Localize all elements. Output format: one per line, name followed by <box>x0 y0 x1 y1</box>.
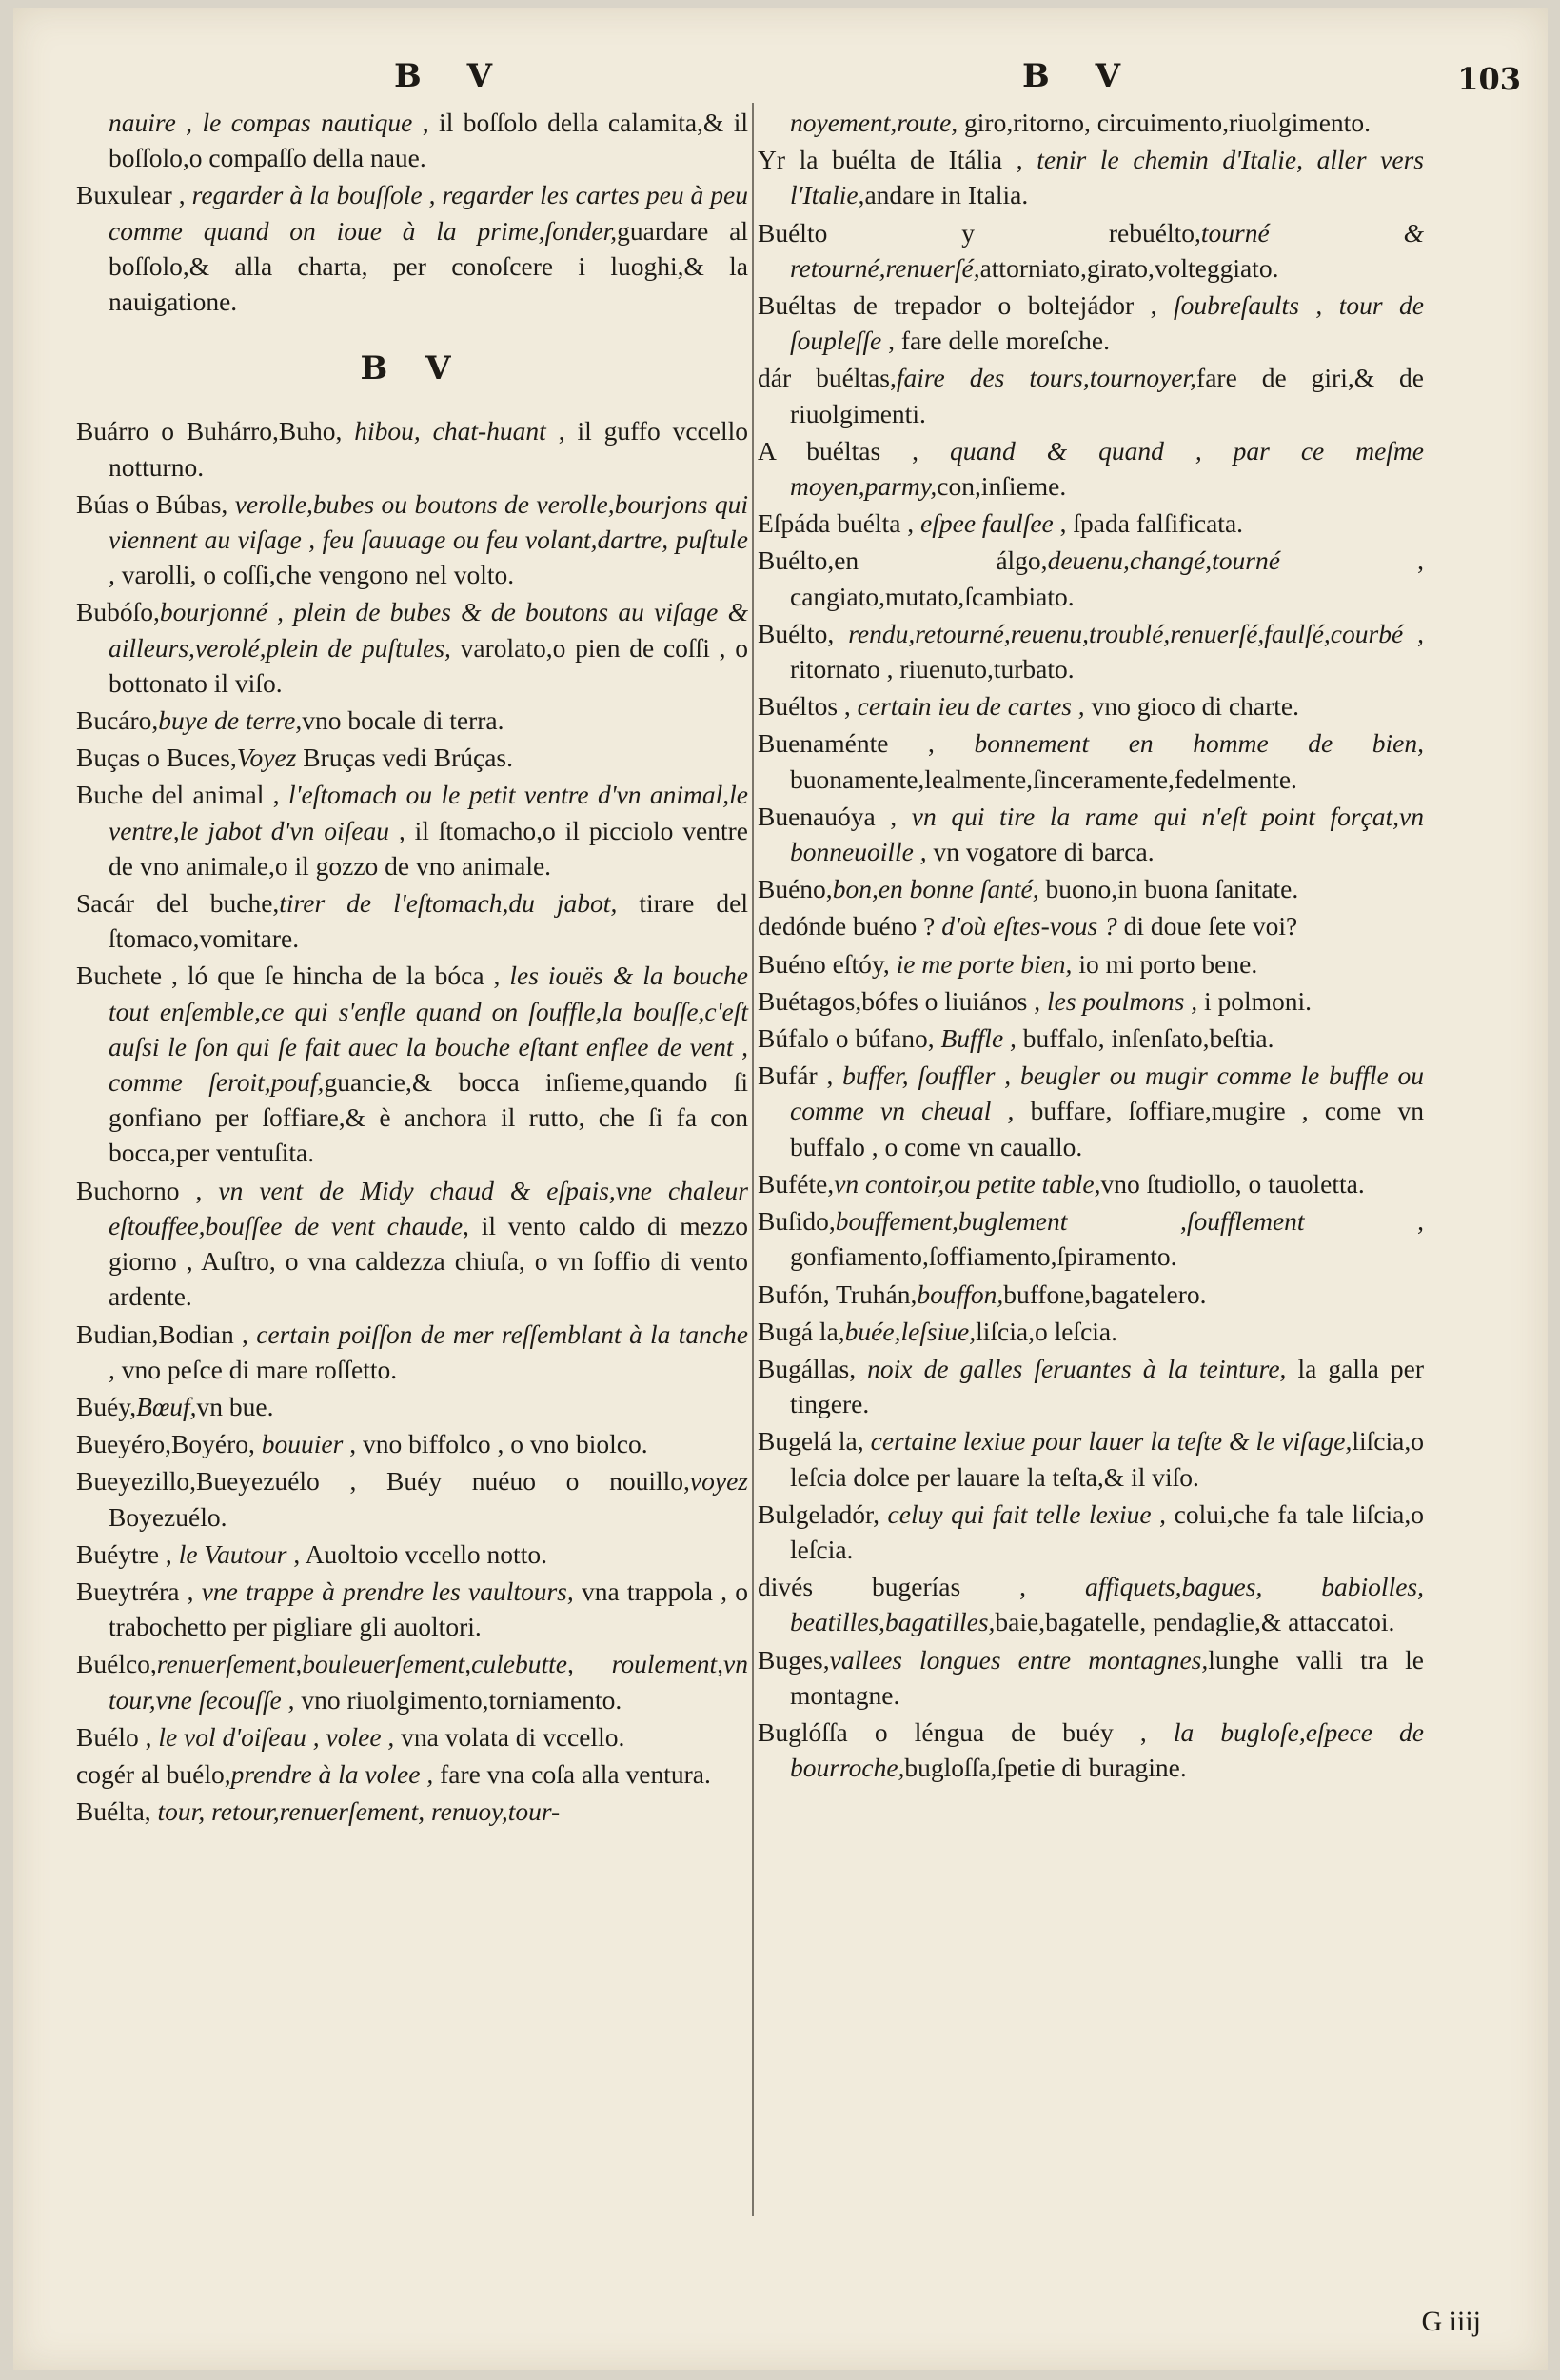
entry-french: le vol d'oiſeau , volee , <box>158 1721 395 1752</box>
dictionary-entry <box>76 703 748 738</box>
dictionary-entry <box>758 799 1424 869</box>
entry-headword: Buélto,en álgo, <box>758 545 1048 576</box>
entry-headword: Búfalo o búfano, <box>758 1023 941 1054</box>
entry-italian: i polmoni. <box>1197 985 1313 1016</box>
dictionary-entry <box>758 616 1424 686</box>
dictionary-entry <box>758 288 1424 358</box>
entry-french: bourjonné , plein de bubes & de boutons au viſage & ailleurs,verolé,plein de puſtules, <box>109 597 748 663</box>
entry-italian: varolato,o pien de coſſi , o bottonato il viſo. <box>109 632 748 698</box>
entry-french: certain poiſſon de mer reſſemblant à la tanche , <box>109 1319 748 1384</box>
signature-mark: G iiij <box>1421 2306 1481 2337</box>
entry-french: certaine lexiue pour lauer la teſte & le viſage, <box>870 1426 1353 1457</box>
entry-italian: vno bocale di terra. <box>302 705 504 736</box>
entry-headword: Buétagos,bófes o liuiános , <box>758 985 1047 1016</box>
entry-french: tenir le chemin d'Italie, aller vers l'Italie, <box>790 145 1424 210</box>
entry-headword: Buglóſſa o léngua de buéy , <box>758 1716 1174 1747</box>
entry-headword: Buféte, <box>758 1168 835 1199</box>
entry-headword: Bufár , <box>758 1061 843 1091</box>
entry-french: regarder à la bouſſole , regarder les cartes peu à peu comme quand on ioue à la prime,ſonder, <box>109 180 748 246</box>
entry-headword: Bueyéro,Boyéro, <box>76 1429 262 1459</box>
entry-italian: guardare al boſſolo,& alla charta, per conoſcere i luoghi,& la nauigatione. <box>109 215 748 317</box>
dictionary-entry <box>758 1058 1424 1164</box>
entry-headword: Bueytréra , <box>76 1576 202 1606</box>
entry-italian: di doue ſete voi? <box>1116 911 1298 942</box>
running-head-left: B V <box>394 57 509 95</box>
entry-french: quand & quand , par ce meſme moyen,parmy, <box>790 435 1424 502</box>
entry-italian: , cangiato,mutato,ſcambiato. <box>790 545 1424 611</box>
dictionary-entry <box>76 177 748 319</box>
entry-headword: Budian,Bodian , <box>76 1319 257 1349</box>
running-head-right: B V <box>1022 57 1137 95</box>
dictionary-entry <box>758 215 1424 286</box>
entry-french: l'eſtomach ou le petit ventre d'vn animal,le ventre,le jabot d'vn oiſeau , <box>109 780 749 845</box>
dictionary-entry <box>76 413 748 484</box>
entry-italian: Bruças vedi Brúças. <box>296 743 513 773</box>
entry-italian: io mi porto bene. <box>1072 948 1258 979</box>
entry-headword: Buélco, <box>76 1649 157 1679</box>
entry-french: Bœuf, <box>136 1391 197 1421</box>
entry-headword: dár buéltas, <box>758 363 897 393</box>
entry-italian: buffalo, inſenſato,beſtia. <box>1016 1023 1274 1054</box>
entry-french: buée,leſsiue, <box>844 1316 977 1346</box>
entry-french: le Vautour <box>178 1538 287 1569</box>
right-column <box>758 105 1424 1787</box>
dictionary-entry <box>758 1497 1424 1567</box>
entry-italian: tirare del ſtomaco,vomitare. <box>109 888 749 954</box>
dictionary-entry <box>76 105 748 175</box>
entry-headword: Buenaménte , <box>758 728 975 759</box>
dictionary-entry <box>76 1537 748 1572</box>
entry-french: bonnement en homme de bien, <box>974 728 1424 759</box>
entry-french: affiquets,bagues, babiolles, beatilles,bagatilles, <box>790 1572 1424 1637</box>
entry-headword: Buchete , ló que ſe hincha de la bóca , <box>76 961 510 991</box>
dictionary-entry <box>758 688 1424 724</box>
entry-italian: con,inſieme. <box>937 471 1067 502</box>
entry-french: voyez <box>689 1466 748 1497</box>
dictionary-entry <box>758 1423 1424 1494</box>
dictionary-entry <box>758 1314 1424 1349</box>
dictionary-entry <box>758 105 1424 140</box>
dictionary-entry <box>758 1277 1424 1312</box>
entry-french: nauire , le compas nautique <box>109 108 413 137</box>
dictionary-entry <box>76 1173 748 1315</box>
dictionary-entry <box>758 1642 1424 1713</box>
entry-headword: Buças o Buces, <box>76 743 237 773</box>
dictionary-entry <box>76 1426 748 1461</box>
entry-french: prendre à la volee , <box>230 1758 434 1789</box>
dictionary-entry <box>758 725 1424 796</box>
entry-italian: giro,ritorno, circuimento,riuolgimento. <box>958 108 1371 137</box>
entry-italian: vno gioco di charte. <box>1084 691 1299 722</box>
entry-italian: fare de giri,& de riuolgimenti. <box>790 363 1425 428</box>
entry-italian: il vento caldo di mezzo giorno , Auſtro, o vna caldezza chiuſa, o vn ſoffio di vento ardente. <box>109 1210 748 1312</box>
entry-italian: andare in Italia. <box>864 180 1029 210</box>
entry-italian: vno peſce di mare roſſetto. <box>114 1354 398 1384</box>
entry-italian: il ſtomacho,o il picciolo ventre de vno animale,o il gozzo de vno animale. <box>109 815 749 881</box>
entry-italian: liſcia,o leſcia dolce per lauare la teſta,& il viſo. <box>790 1426 1424 1492</box>
entry-headword: Buéltos , <box>758 691 858 722</box>
entry-italian: vn vogatore di barca. <box>926 837 1155 867</box>
entry-headword: Bufón, Truhán, <box>758 1279 918 1309</box>
entry-french: deuenu,changé,tourné <box>1047 545 1280 576</box>
entry-french: bouffement,buglement ,ſoufflement , <box>835 1206 1424 1237</box>
entry-italian: vn bue. <box>196 1391 274 1421</box>
entry-italian: varolli, o coſſi,che vengono nel volto. <box>114 560 515 590</box>
entry-italian: , Auoltoio vccello notto. <box>286 1538 547 1569</box>
entry-headword: dedónde buéno ? <box>758 911 942 942</box>
dictionary-entry <box>758 983 1424 1019</box>
dictionary-entry <box>758 1715 1424 1785</box>
entry-french: d'où eſtes-vous ? <box>941 911 1117 942</box>
dictionary-entry <box>758 543 1424 613</box>
entry-italian: bugloſſa,ſpetie di buragine. <box>904 1753 1187 1783</box>
entry-italian: buffone,bagatelero. <box>1003 1279 1207 1309</box>
entry-headword: Yr la buélta de Itália , <box>758 145 1037 175</box>
entry-headword: Buchorno , <box>76 1175 219 1205</box>
dictionary-entry <box>758 946 1424 982</box>
folio-number: 103 <box>1457 61 1521 97</box>
entry-headword: Bulgeladór, <box>758 1498 888 1529</box>
entry-italian: Boyezuélo. <box>109 1501 227 1532</box>
entry-french: noyement,route, <box>790 108 958 137</box>
dictionary-entry <box>758 1166 1424 1201</box>
entry-italian: guancie,& bocca inſieme,quando ſi gonfiano per ſoffiare,& è anchora il rutto, che ſi fa con bocca,per ventuſita. <box>109 1067 748 1168</box>
entry-headword: cogér al buélo, <box>76 1758 231 1789</box>
entry-italian: buono,in buona ſanitate. <box>1038 874 1299 904</box>
entry-french: bon,en bonne ſanté, <box>832 874 1039 904</box>
dictionary-entry <box>758 506 1424 541</box>
dictionary-entry <box>76 1719 748 1755</box>
entry-headword: Buélta, <box>76 1796 158 1827</box>
entry-french: vn qui tire la rame qui n'eſt point forçat,vn bonneuoille , <box>790 801 1424 867</box>
entry-headword: Buélto y rebuélto, <box>758 217 1201 248</box>
dictionary-entry <box>758 1569 1424 1639</box>
entry-headword: Bueyezillo,Bueyezuélo , Buéy nuéuo o nouillo, <box>76 1466 690 1497</box>
entry-headword: Bucáro, <box>76 705 159 736</box>
entry-italian: , il boſſolo della calamita,& il boſſolo,o compaſſo della naue. <box>109 108 748 173</box>
dictionary-entry <box>76 958 748 1170</box>
entry-headword: Buélto, <box>758 618 849 648</box>
entry-italian: , ſpada falſificata. <box>1053 508 1244 539</box>
entry-headword: Sacár del buche, <box>76 888 280 919</box>
dictionary-entry <box>76 885 748 956</box>
entry-italian: la galla per tingere. <box>790 1353 1424 1419</box>
entry-french: faire des tours,tournoyer, <box>896 363 1197 393</box>
dictionary-entry <box>758 433 1424 504</box>
entry-italian: vna trappola , o trabochetto per pigliare gli auoltori. <box>109 1576 748 1642</box>
entry-french: renuerſement,bouleuerſement,culebutte, roulement,vn tour,vne ſecouſſe , <box>109 1649 748 1715</box>
entry-italian: buonamente,lealmente,ſinceramente,fedelmente. <box>790 764 1297 794</box>
entry-headword: Buélo , <box>76 1721 159 1752</box>
dictionary-entry <box>76 1756 748 1792</box>
entry-headword: Buárro o Buhárro,Buho, <box>76 416 355 446</box>
entry-italian: ritornato , riuenuto,turbato. <box>790 654 1075 684</box>
dictionary-entry <box>76 1574 748 1644</box>
section-heading: B V <box>360 349 464 388</box>
dictionary-entry <box>76 1646 748 1716</box>
entry-headword: Bugelá la, <box>758 1426 871 1457</box>
entry-italian: vno riuolgimento,torniamento. <box>294 1684 622 1715</box>
dictionary-entry <box>758 1203 1424 1274</box>
left-column <box>76 105 748 1831</box>
entry-italian: , il guffo vccello notturno. <box>109 416 748 482</box>
entry-italian: buffare, ſoffiare,mugire , come vn buffalo , o come vn cauallo. <box>790 1096 1424 1161</box>
entry-headword: Buéltas de trepador o boltejádor , <box>758 290 1174 321</box>
dictionary-entry <box>76 1463 748 1534</box>
entry-french: rendu,retourné,reuenu,troublé,renuerſé,faulſé,courbé , <box>848 618 1424 648</box>
entry-italian: vna volata di vccello. <box>394 1721 625 1752</box>
entry-french: vne trappe à prendre les vaultours, <box>201 1576 574 1606</box>
dictionary-entry <box>76 1794 748 1829</box>
dictionary-entry <box>76 486 748 593</box>
entry-french: les iouës & la bouche tout enſemble,ce qui s'enfle quand on ſouffle,la bouſſe,c'eſt auſsi le ſon qui ſe fait auec la bouche eſtant enflee de vent , comme ſeroit,pouf, <box>109 961 748 1098</box>
entry-headword: Bugállas, <box>758 1353 868 1383</box>
entry-french: Buffle , <box>940 1023 1017 1054</box>
entry-italian: baie,bagatelle, pendaglie,& attaccatoi. <box>995 1607 1395 1637</box>
entry-headword: Buche del animal , <box>76 780 288 810</box>
entry-french: bouffon, <box>917 1279 1004 1309</box>
entry-french: vallees longues entre montagnes, <box>829 1644 1209 1675</box>
entry-french: buye de terre, <box>158 705 303 736</box>
entry-french: ie me porte bien, <box>896 948 1073 979</box>
entry-french: noix de galles ſeruantes à la teinture, <box>867 1353 1287 1383</box>
entry-french: buffer, ſouffler , beugler ou mugir comme le buffle ou comme vn cheual , <box>790 1061 1424 1126</box>
dictionary-entry <box>758 360 1424 430</box>
entry-french: verolle,bubes ou boutons de verolle,bourjons qui viennent au viſage , feu ſauuage ou feu volant,dartre, puſtule , <box>109 488 748 590</box>
dictionary-entry <box>758 142 1424 212</box>
entry-italian: gonfiamento,ſoffiamento,ſpiramento. <box>790 1241 1177 1272</box>
entry-italian: , fare delle moreſche. <box>881 326 1110 356</box>
entry-headword: Búas o Búbas, <box>76 488 235 519</box>
entry-french: la bugloſe,eſpece de bourroche, <box>790 1716 1425 1783</box>
entry-italian: , vno biffolco , o vno biolco. <box>343 1429 648 1459</box>
entry-french: hibou, chat-huant <box>354 416 546 446</box>
dictionary-entry <box>76 594 748 701</box>
entry-french: bouuier <box>261 1429 344 1459</box>
dictionary-entry <box>76 777 748 883</box>
entry-french: tirer de l'eſtomach,du jabot, <box>279 888 618 919</box>
entry-headword: Eſpáda buélta , <box>758 508 921 539</box>
entry-headword: Buéno eſtóy, <box>758 948 897 979</box>
entry-headword: A buéltas , <box>758 435 951 466</box>
entry-french: tour, retour,renuerſement, renuoy,tour- <box>157 1796 561 1827</box>
dictionary-entry <box>76 1317 748 1387</box>
entry-headword: Buſido, <box>758 1206 836 1237</box>
entry-headword: Buenauóya , <box>758 801 912 831</box>
entry-french: tourné & retourné,renuerſé, <box>790 217 1424 283</box>
entry-italian: colui,che fa tale liſcia,o leſcia. <box>790 1498 1425 1564</box>
dictionary-entry <box>76 740 748 775</box>
dictionary-entry <box>758 871 1424 906</box>
entry-italian: lunghe valli tra le montagne. <box>790 1644 1424 1710</box>
dictionary-entry <box>758 1021 1424 1056</box>
entry-headword: Buxulear , <box>76 180 192 210</box>
entry-headword: Bugá la, <box>758 1316 845 1346</box>
entry-headword: Buges, <box>758 1644 830 1675</box>
dictionary-entry <box>76 1389 748 1424</box>
entry-italian: fare vna coſa alla ventura. <box>433 1758 711 1789</box>
entry-italian: liſcia,o leſcia. <box>976 1316 1117 1346</box>
entry-french: vn vent de Midy chaud & eſpais,vne chaleur eſtouffee,bouſſee de vent chaude, <box>109 1175 748 1240</box>
entry-french: certain ieu de cartes , <box>857 691 1085 722</box>
entry-french: vn contoir,ou petite table, <box>834 1168 1101 1199</box>
entry-italian: attorniato,girato,volteggiato. <box>979 252 1279 283</box>
entry-french: eſpee faulſee <box>920 508 1054 539</box>
entry-headword: divés bugerías , <box>758 1572 1085 1602</box>
entry-italian: vno ſtudiollo, o tauoletta. <box>1100 1168 1365 1199</box>
entry-headword: Buéno, <box>758 874 833 904</box>
column-divider <box>752 103 754 2216</box>
book-page <box>13 8 1548 2370</box>
entry-french: celuy qui fait telle lexiue , <box>887 1498 1167 1529</box>
entry-french: ſoubreſaults , tour de ſoupleſſe <box>790 290 1424 356</box>
entry-french: les poulmons , <box>1047 985 1198 1016</box>
entry-headword: Bubóſo, <box>76 597 160 627</box>
entry-headword: Buéytre , <box>76 1538 179 1569</box>
entry-french: Voyez <box>236 743 297 773</box>
dictionary-entry <box>758 1351 1424 1421</box>
entry-headword: Buéy, <box>76 1391 137 1421</box>
dictionary-entry <box>758 908 1424 943</box>
